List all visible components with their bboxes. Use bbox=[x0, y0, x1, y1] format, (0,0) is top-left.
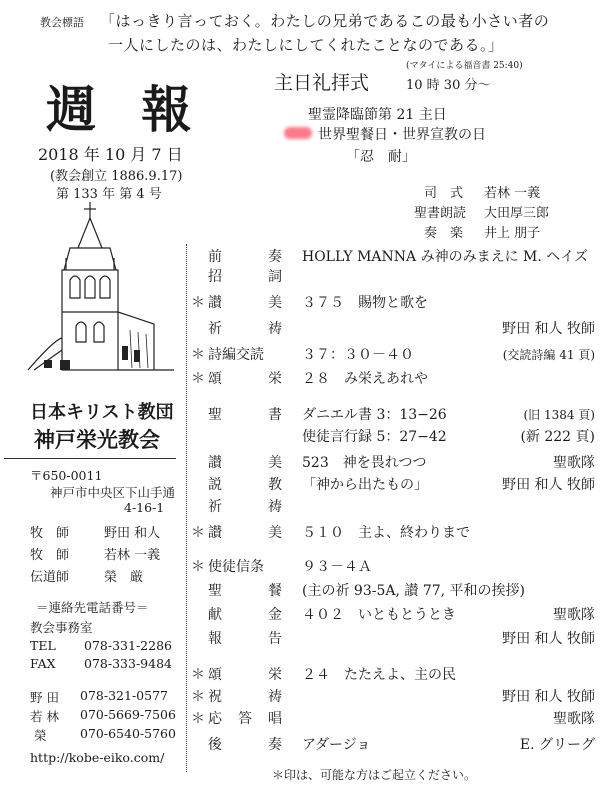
order-item-leader: 野田 和人 牧師 bbox=[502, 321, 595, 337]
order-item-label bbox=[208, 318, 282, 338]
order-item bbox=[190, 266, 595, 288]
order-item-detail: ２８ み栄えあれや bbox=[302, 371, 428, 387]
order-item-detail: ２４ たたえよ、主の民 bbox=[302, 667, 456, 683]
service-title: 主日礼拝式 bbox=[274, 72, 370, 94]
order-item-leader: 野田 和人 牧師 bbox=[502, 631, 595, 647]
order-item-label-part: 招 bbox=[208, 269, 222, 285]
order-item-label-part: 報 bbox=[208, 631, 222, 647]
service-time: 10 時 30 分～ bbox=[406, 78, 491, 93]
order-item-detail: ダニエル書 3：13−26 bbox=[302, 407, 447, 423]
phone-number: 070-5669-7506 bbox=[80, 707, 176, 722]
order-item-leader: (旧 1384 頁) bbox=[523, 408, 595, 422]
order-item-label-part: 聖 bbox=[208, 583, 222, 599]
order-item-label-part: 奏 bbox=[268, 737, 282, 753]
order-item-label-part: 詞 bbox=[268, 269, 282, 285]
order-item-label bbox=[208, 522, 282, 542]
order-item-label bbox=[208, 452, 282, 472]
order-item-label-part: 説 bbox=[208, 477, 222, 493]
order-item bbox=[190, 292, 595, 314]
highlight-mark bbox=[284, 127, 312, 139]
order-item-label-part: 栄 bbox=[268, 667, 282, 683]
order-item-label-part: 応 bbox=[208, 711, 222, 727]
office-label: 教会事務室 bbox=[30, 620, 93, 635]
order-item-label-part: 後 bbox=[208, 737, 222, 753]
liturgical-sunday: 聖霊降臨節第 21 主日 bbox=[308, 107, 447, 123]
stand-marker: ＊ bbox=[191, 525, 205, 541]
role-label: 聖書朗読 bbox=[414, 206, 467, 221]
order-item-label-part: 餐 bbox=[268, 583, 282, 599]
staff-name: 榮 厳 bbox=[104, 570, 144, 585]
stand-marker: ＊ bbox=[191, 689, 205, 705]
order-item-label-part: 祷 bbox=[268, 499, 282, 515]
website-link[interactable]: http://kobe-eiko.com/ bbox=[30, 750, 165, 765]
order-item-label-part: 献 bbox=[208, 607, 222, 623]
order-item bbox=[190, 664, 595, 686]
order-item-label-part: 美 bbox=[268, 295, 282, 311]
column-divider bbox=[186, 244, 187, 772]
order-item-label bbox=[208, 404, 282, 424]
order-item-leader: 聖歌隊 bbox=[553, 455, 595, 471]
order-item-detail: ４０２ いともとうとき bbox=[302, 607, 456, 623]
order-item-label bbox=[208, 368, 282, 388]
stand-marker: ＊ bbox=[191, 667, 205, 683]
motto-source: (マタイによる福音書 25:40) bbox=[406, 61, 523, 71]
order-item-label-part: 祈 bbox=[208, 321, 222, 337]
order-item-label-part: 讃 bbox=[208, 525, 222, 541]
order-item bbox=[190, 496, 595, 518]
order-item-label-part: 美 bbox=[268, 455, 282, 471]
order-item-label bbox=[208, 708, 282, 728]
order-item-label-part: 頌 bbox=[208, 371, 222, 387]
order-item-leader: 聖歌隊 bbox=[553, 607, 595, 623]
order-item-detail: ９３－４Ａ bbox=[302, 559, 372, 575]
phone-name: 野 田 bbox=[30, 690, 59, 705]
phone-name: 榮 bbox=[34, 728, 47, 743]
order-item-label-part: 前 bbox=[208, 249, 222, 265]
staff-title: 牧 師 bbox=[30, 526, 70, 541]
role-name: 井上 朋子 bbox=[484, 226, 541, 241]
order-item-leader: 野田 和人 牧師 bbox=[502, 477, 595, 493]
order-item-detail: ５１０ 主よ、終わりまで bbox=[302, 525, 470, 541]
address-line-1: 神戸市中央区下山手通 bbox=[50, 485, 176, 500]
order-item-label-part: 聖 bbox=[208, 407, 222, 423]
divider bbox=[4, 458, 176, 459]
order-item bbox=[190, 734, 595, 756]
order-item-label-part: 美 bbox=[268, 525, 282, 541]
staff-name: 若林 一義 bbox=[104, 548, 161, 563]
order-item-label bbox=[208, 734, 282, 754]
staff-title: 伝道師 bbox=[30, 570, 70, 585]
order-item-label bbox=[208, 474, 282, 494]
order-item-detail: (主の祈 93-5A, 讃 77, 平和の挨拶) bbox=[302, 583, 526, 599]
order-item-label bbox=[208, 580, 282, 600]
church-tower-illustration bbox=[14, 200, 184, 375]
order-item bbox=[190, 246, 595, 268]
order-item-label-part: 讃 bbox=[208, 295, 222, 311]
stand-marker: ＊ bbox=[191, 559, 205, 575]
special-day: 世界聖餐日・世界宣教の日 bbox=[318, 127, 486, 143]
order-item-label-part: 祷 bbox=[268, 321, 282, 337]
contact-header: ＝連絡先電話番号＝ bbox=[36, 600, 149, 615]
stand-marker: ＊ bbox=[191, 711, 205, 727]
order-item-label-part: 教 bbox=[268, 477, 282, 493]
volume-number: 第 133 年 第 4 号 bbox=[56, 187, 162, 202]
order-item-label bbox=[208, 344, 282, 364]
order-item bbox=[190, 318, 595, 340]
denomination: 日本キリスト教団 bbox=[30, 402, 174, 423]
footer-note: ＊印は、可能な方はご起立ください。 bbox=[272, 768, 477, 782]
motto-line-1: 「はっきり言っておく。わたしの兄弟であるこの最も小さい者の bbox=[100, 12, 550, 30]
order-item-label-part: 祷 bbox=[268, 689, 282, 705]
order-item-leader: (交読詩編 41 頁) bbox=[502, 348, 595, 362]
order-item-label bbox=[208, 246, 282, 266]
tel-label: TEL bbox=[30, 638, 56, 653]
order-item-label-part: 祈 bbox=[208, 499, 222, 515]
order-item bbox=[190, 404, 595, 445]
postal-code: 〒650-0011 bbox=[30, 468, 103, 483]
order-item bbox=[190, 708, 595, 730]
role-label: 奏 楽 bbox=[424, 226, 464, 241]
order-item-label bbox=[208, 664, 282, 684]
staff-title: 牧 師 bbox=[30, 548, 70, 563]
order-item-label bbox=[208, 604, 282, 624]
address-line-2: 4-16-1 bbox=[124, 500, 165, 515]
order-item-label-part: 栄 bbox=[268, 371, 282, 387]
order-item-detail: 「神から出たもの」 bbox=[302, 477, 428, 493]
role-name: 若林 一義 bbox=[484, 186, 541, 201]
order-item bbox=[190, 368, 595, 390]
order-item-label bbox=[208, 628, 282, 648]
role-label: 司 式 bbox=[424, 186, 464, 201]
issue-date: 2018 年 10 月 7 日 bbox=[38, 145, 183, 164]
phone-number: 078-321-0577 bbox=[80, 688, 168, 703]
order-item-leader: 野田 和人 牧師 bbox=[502, 689, 595, 705]
page-title: 週 報 bbox=[46, 80, 206, 139]
order-item-label-part: 讃 bbox=[208, 455, 222, 471]
order-item bbox=[190, 522, 595, 544]
order-item-label bbox=[208, 496, 282, 516]
order-item-ref-2: (新 222 頁) bbox=[520, 429, 595, 445]
fax-number: 078-333-9484 bbox=[84, 656, 172, 671]
order-item-detail: ３７：３０－４０ bbox=[302, 347, 414, 363]
order-item bbox=[190, 604, 595, 626]
church-name: 神戸栄光教会 bbox=[34, 427, 160, 452]
order-item-label bbox=[208, 266, 282, 286]
order-item bbox=[190, 628, 595, 650]
order-item bbox=[190, 452, 595, 474]
stand-marker: ＊ bbox=[191, 371, 205, 387]
order-item bbox=[190, 556, 595, 578]
order-item-label-part: 祝 bbox=[208, 689, 222, 705]
order-item-leader: E. グリーグ bbox=[519, 737, 595, 753]
order-item-label-part: 告 bbox=[268, 631, 282, 647]
order-item-label bbox=[208, 686, 282, 706]
order-item-label-part: 答 bbox=[238, 711, 252, 727]
order-item bbox=[190, 686, 595, 708]
order-item-label-part: 書 bbox=[268, 407, 282, 423]
phone-name: 若 林 bbox=[30, 709, 59, 724]
role-name: 大田厚三郎 bbox=[484, 206, 550, 221]
order-item-label-part: 唱 bbox=[268, 711, 282, 727]
founded-note: (教会創立 1886.9.17) bbox=[50, 169, 183, 184]
order-item-label bbox=[208, 556, 282, 576]
order-item-label-part: 使徒信条 bbox=[208, 559, 264, 575]
order-item-label-part: 奏 bbox=[268, 249, 282, 265]
stand-marker: ＊ bbox=[191, 347, 205, 363]
order-item-detail: ３７５ 賜物と歌を bbox=[302, 295, 428, 311]
stand-marker: ＊ bbox=[191, 295, 205, 311]
order-item-label-part: 金 bbox=[268, 607, 282, 623]
order-item-detail: HOLLY MANNA み神のみまえに M. ヘイズ bbox=[302, 249, 589, 265]
fax-label: FAX bbox=[30, 656, 56, 671]
staff-name: 野田 和人 bbox=[104, 526, 161, 541]
order-item-leader: 聖歌隊 bbox=[553, 711, 595, 727]
motto-line-2: 一人にしたのは、わたしにしてくれたことなのである。」 bbox=[108, 36, 504, 54]
order-item bbox=[190, 344, 595, 366]
order-item bbox=[190, 474, 595, 496]
order-item-label-part: 頌 bbox=[208, 667, 222, 683]
order-item-label-part: 詩編交読 bbox=[208, 347, 264, 363]
order-item-detail: アダージョ bbox=[302, 737, 371, 753]
phone-number: 070-6540-5760 bbox=[80, 726, 176, 741]
motto-label: 教会標語 bbox=[40, 16, 84, 29]
order-item-detail: 523 神を畏れつつ bbox=[302, 455, 427, 471]
order-item-detail-2: 使徒言行録 5：27−42 bbox=[302, 429, 447, 445]
order-item bbox=[190, 580, 595, 602]
sermon-theme: 「忍 耐」 bbox=[346, 149, 416, 165]
tel-number: 078-331-2286 bbox=[84, 638, 172, 653]
order-item-label bbox=[208, 292, 282, 312]
